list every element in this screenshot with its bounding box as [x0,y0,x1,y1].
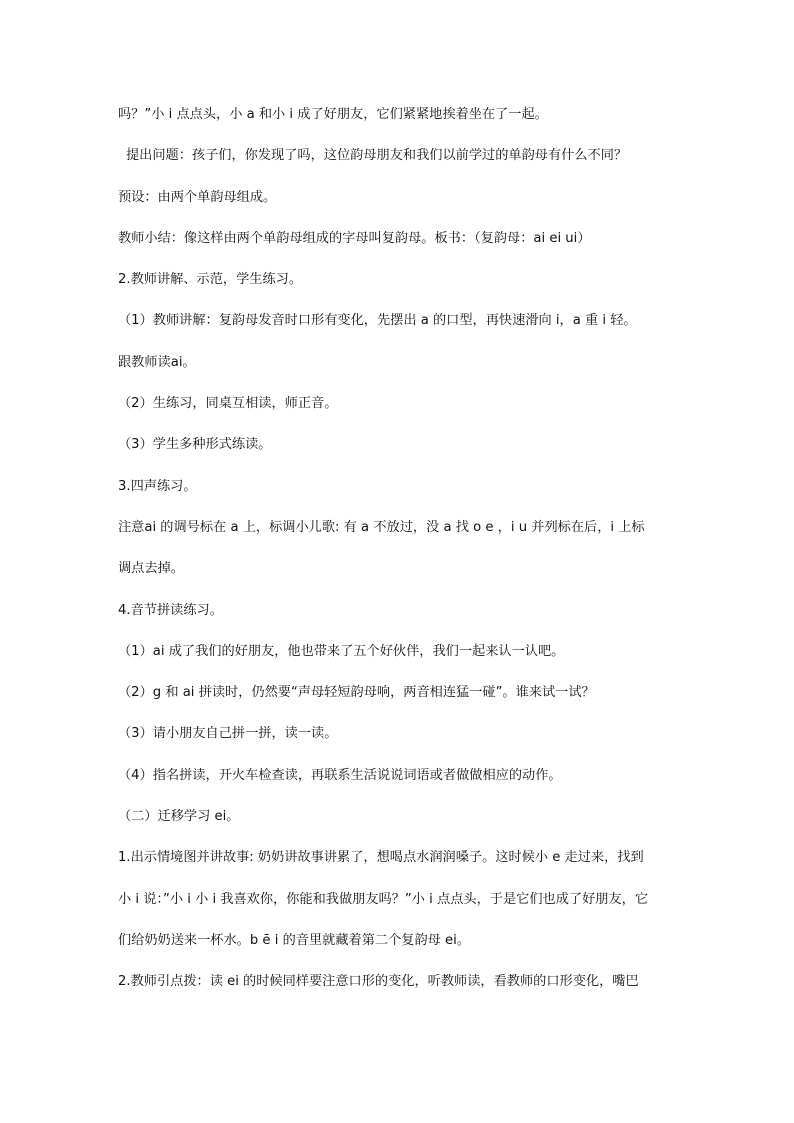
paragraph-line: 跟教师读ai。 [118,354,196,370]
paragraph-line: 注意ai 的调号标在 a 上，标调小儿歌: 有 a 不放过，没 a 找 o e ，i u 并列标在后，i 上标 [118,519,645,535]
paragraph-line: 2.教师引点拨：读 ei 的时候同样要注意口形的变化，听教师读，看教师的口形变化，嘴巴 [118,974,639,990]
paragraph-line: （1）教师讲解：复韵母发音时口形有变化，先摆出 a 的口型，再快速滑向 i，a 重 i 轻。 [118,313,637,329]
paragraph-line: 教师小结：像这样由两个单韵母组成的字母叫复韵母。板书：（复韵母：ai ei ui） [118,230,591,246]
paragraph-line: （3）请小朋友自己拼一拼，读一读。 [118,726,338,742]
paragraph-line: 1.出示情境图并讲故事: 奶奶讲故事讲累了，想喝点水润润嗓子。这时候小 e 走过来，找到 [118,850,644,866]
paragraph-line: （2）g 和 ai 拼读时，仍然要“声母轻短韵母响，两音相连猛一碰”。谁来试一试？ [118,685,595,701]
paragraph-line: 小 i 说：”小 i 小 i 我喜欢你，你能和我做朋友吗？”小 i 点点头，于是它们也成了好朋友，它 [118,891,649,907]
paragraph-line: 们给奶奶送来一杯水。b ē i 的音里就藏着第二个复韵母 ei。 [118,932,471,948]
paragraph-line: 提出问题：孩子们，你发现了吗，这位韵母朋友和我们以前学过的单韵母有什么不同？ [126,148,628,164]
paragraph-line: （3）学生多种形式练读。 [118,437,272,453]
paragraph-line: 预设：由两个单韵母组成。 [118,189,277,205]
paragraph-line: （1）ai 成了我们的好朋友，他也带来了五个好伙伴，我们一起来认一认吧。 [118,643,565,659]
paragraph-line: （2）生练习，同桌互相读，师正音。 [118,396,338,412]
paragraph-line: （4）指名拼读，开火车检查读，再联系生活说说词语或者做做相应的动作。 [118,767,562,783]
section-heading: 2.教师讲解、示范，学生练习。 [118,272,303,288]
section-heading: 4.音节拼读练习。 [118,602,223,618]
paragraph-line: 调点去掉。 [118,561,184,577]
section-heading: （二）迁移学习 ei。 [118,809,240,825]
paragraph-line: 吗？”小 i 点点头，小 a 和小 i 成了好朋友，它们紧紧地挨着坐在了一起。 [118,107,548,122]
section-heading: 3.四声练习。 [118,478,197,494]
document-body [118,104,678,1013]
